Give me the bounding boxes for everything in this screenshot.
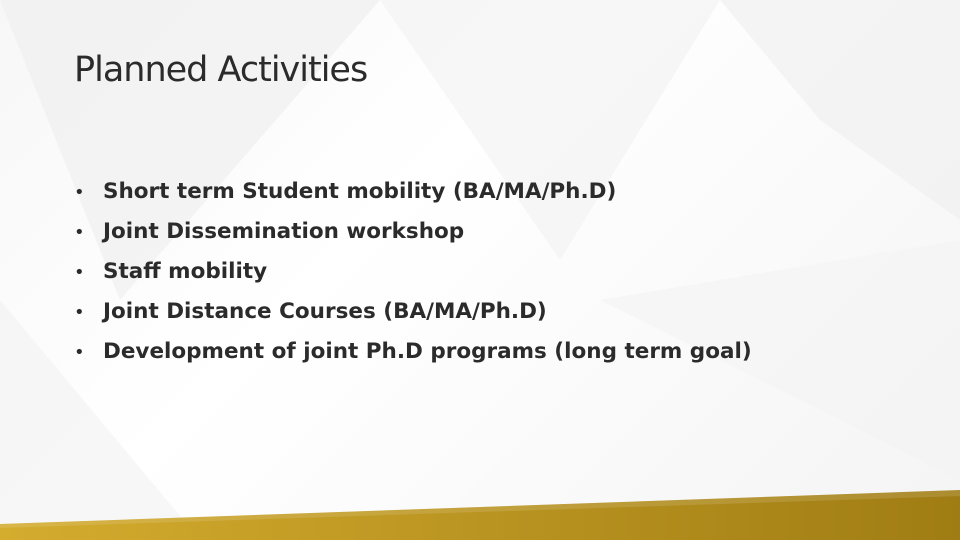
bullet-dot: • — [74, 262, 85, 283]
bullet-dot: • — [74, 302, 85, 323]
bullet-dot: • — [74, 342, 85, 363]
bullet-text: Development of joint Ph.D programs (long term goal) — [103, 339, 752, 364]
bullet-text: Staff mobility — [103, 259, 268, 284]
bullet-text: Short term Student mobility (BA/MA/Ph.D) — [103, 179, 617, 204]
bullet-text: Joint Dissemination workshop — [103, 219, 465, 244]
slide-title: Planned Activities — [74, 50, 368, 90]
bullet-dot: • — [74, 182, 85, 203]
bullet-dot: • — [74, 222, 85, 243]
bullet-text: Joint Distance Courses (BA/MA/Ph.D) — [103, 299, 547, 324]
